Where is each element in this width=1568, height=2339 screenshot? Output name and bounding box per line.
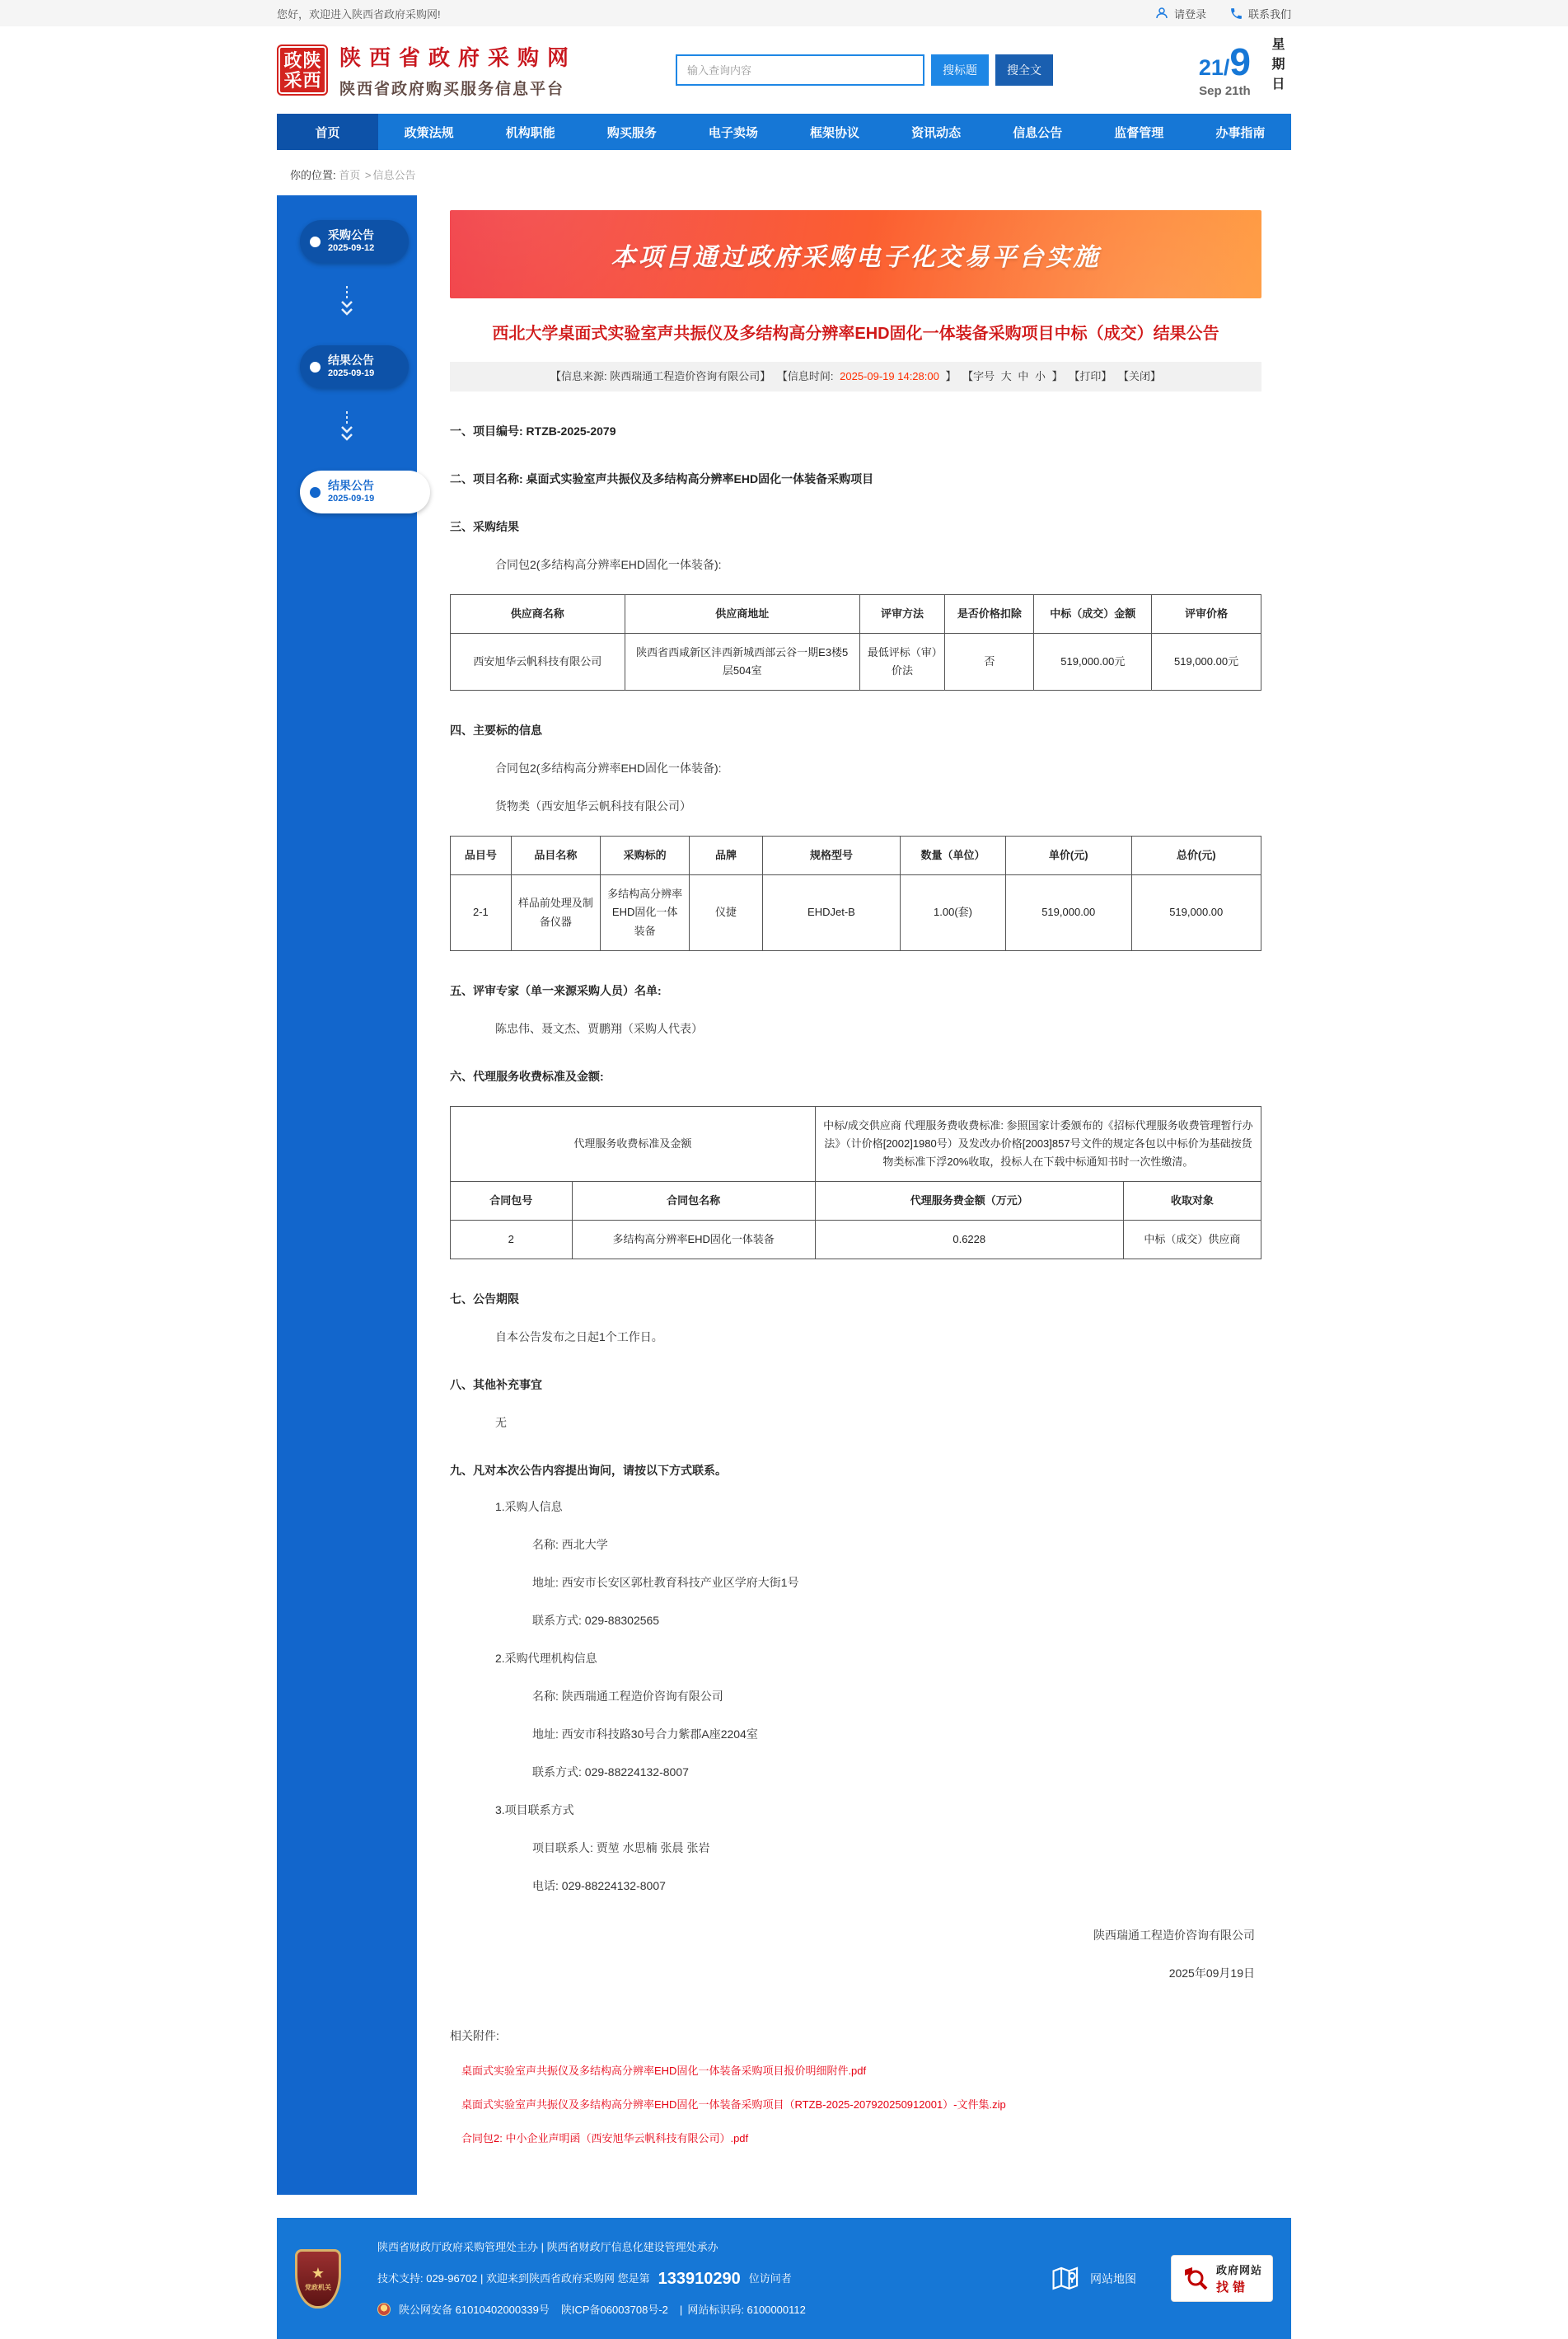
cell-package-no: 2 — [451, 1221, 573, 1259]
subject-items-table — [450, 836, 1261, 950]
procurement-result-table — [450, 594, 1261, 691]
fontsize-large-button[interactable]: 大 — [1000, 370, 1012, 382]
purchaser-info-title: 1.采购人信息 — [495, 1500, 563, 1514]
map-icon — [1051, 2263, 1082, 2294]
col-package-no: 合同包号 — [451, 1181, 573, 1220]
meta-source: 【信息来源: 陕西瑞通工程造价咨询有限公司】 — [550, 370, 771, 382]
col-review-price: 评审价格 — [1152, 595, 1261, 634]
nav-item-policies[interactable]: 政策法规 — [404, 125, 454, 140]
timeline-step-title: 结果公告 — [328, 479, 374, 493]
section-7-heading: 七、公告期限 — [450, 1292, 519, 1306]
col-model: 规格型号 — [762, 837, 900, 875]
footer-separator: | — [679, 2303, 683, 2316]
meta-fontsize-close: 】 — [1051, 370, 1063, 382]
cell-quantity: 1.00(套) — [901, 875, 1006, 950]
timeline-step-purchase-announcement[interactable] — [300, 220, 409, 263]
cell-model: EHDJet-B — [762, 875, 900, 950]
meta-time-label: 【信息时间: — [776, 370, 834, 382]
col-price-deduction: 是否价格扣除 — [945, 595, 1034, 634]
cell-review-price: 519,000.00元 — [1152, 634, 1261, 691]
col-item-name: 品目名称 — [511, 837, 600, 875]
welcome-text: 您好，欢迎进入陕西省政府采购网! — [277, 7, 441, 21]
breadcrumb-home-link[interactable]: 首页 — [339, 169, 361, 181]
col-brand: 品牌 — [690, 837, 763, 875]
section-6-heading: 六、代理服务收费标准及金额: — [450, 1069, 604, 1083]
login-label: 请登录 — [1173, 7, 1206, 21]
col-fee-payer: 收取对象 — [1123, 1181, 1261, 1220]
cell-fee-payer: 中标（成交）供应商 — [1123, 1221, 1261, 1259]
attachment-link-sme-declaration-pdf[interactable]: 合同包2: 中小企业声明函（西安旭华云帆科技有限公司）.pdf — [461, 2132, 749, 2145]
nav-item-functions[interactable]: 机构职能 — [505, 125, 555, 140]
arrow-down-icon — [340, 411, 353, 448]
nav-item-purchase-services[interactable]: 购买服务 — [606, 125, 657, 140]
fontsize-small-button[interactable]: 小 — [1035, 370, 1046, 382]
cell-package-name: 多结构高分辨率EHD固化一体装备 — [572, 1221, 815, 1259]
logo-char: 采 — [283, 70, 302, 91]
experts-list: 陈忠伟、聂文杰、贾鹏翔（采购人代表） — [495, 1021, 703, 1035]
footer-registration-line — [377, 2302, 1051, 2318]
section-3-package: 合同包2(多结构高分辨率EHD固化一体装备): — [495, 558, 722, 571]
section-2-heading: 二、项目名称: 桌面式实验室声共振仪及多结构高分辨率EHD固化一体装备采购项目 — [450, 472, 874, 485]
article-meta-bar — [450, 362, 1261, 391]
logo-char: 西 — [302, 70, 321, 91]
search-title-button[interactable]: 搜标题 — [931, 54, 989, 86]
cell-item-name: 样品前处理及制备仪器 — [511, 875, 600, 950]
attachments-title: 相关附件: — [450, 2029, 499, 2043]
timeline-dot — [310, 362, 321, 373]
public-security-badge-icon — [377, 2303, 391, 2316]
purchaser-address: 地址: 西安市长安区郭杜教育科技产业区学府大街1号 — [532, 1576, 799, 1590]
login-link[interactable] — [1154, 6, 1206, 21]
footer-support-line — [377, 2266, 1051, 2291]
purchaser-name: 名称: 西北大学 — [532, 1538, 608, 1552]
section-5-heading: 五、评审专家（单一来源采购人员）名单: — [450, 983, 662, 997]
col-item-no: 品目号 — [451, 837, 512, 875]
banner-text: 本项目通过政府采购电子化交易平台实施 — [611, 243, 1101, 271]
site-title: 陕西省政府采购网 — [339, 45, 578, 70]
cell-total-price: 519,000.00 — [1131, 875, 1261, 950]
agency-info-title: 2.采购代理机构信息 — [495, 1652, 597, 1666]
col-review-method: 评审方法 — [859, 595, 944, 634]
party-government-shield-icon — [295, 2249, 341, 2309]
nav-item-guide[interactable]: 办事指南 — [1215, 125, 1266, 140]
table-header-row — [451, 595, 1261, 634]
public-security-registration[interactable]: 陕公网安备 61010402000339号 — [399, 2303, 550, 2316]
timeline-dot — [310, 487, 321, 498]
error-badge-line2: 找错 — [1215, 2280, 1249, 2295]
section-8-heading: 八、其他补充事宜 — [450, 1378, 542, 1392]
section-3-heading: 三、采购结果 — [450, 520, 519, 533]
footer-visitors-suffix: 位访问者 — [748, 2271, 792, 2285]
contact-link[interactable] — [1229, 6, 1291, 21]
nav-item-home[interactable]: 首页 — [277, 114, 378, 150]
signature-date: 2025年09月19日 — [1168, 1966, 1255, 1980]
sitemap-label: 网站地图 — [1089, 2271, 1136, 2285]
col-award-amount: 中标（成交）金额 — [1034, 595, 1152, 634]
date-slash: / — [1223, 54, 1230, 80]
agency-fee-table — [450, 1106, 1261, 1259]
icp-registration: 陕ICP备06003708号-2 — [560, 2303, 668, 2316]
timeline-step-date: 2025-09-12 — [328, 242, 375, 253]
timeline-step-title: 采购公告 — [328, 228, 374, 242]
main-area — [277, 195, 1291, 2195]
date-widget — [1199, 37, 1291, 103]
cell-subject: 多结构高分辨率EHD固化一体装备 — [601, 875, 690, 950]
article-content — [417, 195, 1291, 2195]
site-brand[interactable] — [277, 41, 577, 99]
col-unit-price: 单价(元) — [1005, 837, 1131, 875]
search-fulltext-button[interactable]: 搜全文 — [995, 54, 1053, 86]
fontsize-medium-button[interactable]: 中 — [1018, 370, 1029, 382]
table-row — [451, 875, 1261, 950]
star-icon: ★ — [311, 2264, 325, 2281]
fee-standard-text: 中标/成交供应商 代理服务费收费标准: 参照国家计委颁布的《招标代理服务收费管理暂行办法》（计价格[2002]1980号）及发改办价格[2003]857号文件的规定各包以中标价为基础按货物类标准下浮20%收取，投标人在下载中标通知书时一次性缴清。 — [815, 1106, 1261, 1181]
contact-label: 联系我们 — [1247, 7, 1291, 21]
section-4-category: 货物类（西安旭华云帆科技有限公司） — [495, 799, 691, 813]
fee-standard-row — [451, 1106, 1261, 1181]
signature-company: 陕西瑞通工程造价咨询有限公司 — [1093, 1929, 1255, 1943]
shield-label: 党政机关 — [305, 2283, 331, 2291]
cell-award-amount: 519,000.00元 — [1034, 634, 1152, 691]
cell-review-method: 最低评标（审）价法 — [859, 634, 944, 691]
table-row — [451, 634, 1261, 691]
search-bar — [676, 54, 1053, 86]
section-1-heading: 一、项目编号: RTZB-2025-2079 — [450, 424, 616, 438]
project-phone: 电话: 029-88224132-8007 — [532, 1879, 666, 1893]
footer-support-text: 技术支持: 029-96702 | 欢迎来到陕西省政府采购网 您是第 — [377, 2271, 650, 2285]
table-header-row — [451, 837, 1261, 875]
meta-fontsize-label: 【字号 — [962, 370, 995, 382]
logo-char: 陕 — [302, 50, 321, 71]
timeline-dot — [310, 237, 321, 247]
footer-organizer-line: 陕西省财政厅政府采购管理处主办 | 陕西省财政厅信息化建设管理处承办 — [377, 2241, 718, 2254]
col-package-name: 合同包名称 — [572, 1181, 815, 1220]
gov-site-error-report-badge[interactable] — [1171, 2255, 1273, 2302]
close-button[interactable]: 【关闭】 — [1117, 370, 1161, 382]
col-total-price: 总价(元) — [1131, 837, 1261, 875]
cell-unit-price: 519,000.00 — [1005, 875, 1131, 950]
breadcrumb — [277, 150, 1291, 195]
table-row — [451, 1221, 1261, 1259]
user-icon — [1154, 6, 1169, 21]
cell-supplier-name: 西安旭华云帆科技有限公司 — [451, 634, 625, 691]
breadcrumb-current-link[interactable]: 信息公告 — [372, 169, 416, 181]
agency-name: 名称: 陕西瑞通工程造价咨询有限公司 — [532, 1690, 723, 1704]
cell-supplier-address: 陕西省西咸新区沣西新城西部云谷一期E3楼5层504室 — [625, 634, 859, 691]
project-contacts: 项目联系人: 贾堃 水思楠 张晨 张岩 — [532, 1841, 710, 1855]
section-4-heading: 四、主要标的信息 — [450, 724, 542, 738]
nav-item-supervision[interactable]: 监督管理 — [1114, 125, 1164, 140]
nav-item-news[interactable]: 资讯动态 — [911, 125, 962, 140]
timeline-step-result-announcement-1[interactable] — [300, 345, 409, 388]
timeline-step-result-announcement-2[interactable] — [300, 471, 430, 513]
supplementary-matters: 无 — [495, 1416, 507, 1430]
col-subject: 采购标的 — [601, 837, 690, 875]
project-contact-title: 3.项目联系方式 — [495, 1803, 574, 1817]
logo-char: 政 — [283, 50, 302, 71]
error-badge-line1: 政府网站 — [1215, 2264, 1262, 2277]
cell-item-no: 2-1 — [451, 875, 512, 950]
eplatform-banner — [450, 210, 1261, 298]
date-english: Sep 21th — [1199, 83, 1251, 98]
attachment-link-fileset-zip[interactable]: 桌面式实验室声共振仪及多结构高分辨率EHD固化一体装备采购项目（RTZB-2025-207920250912001）-文件集.zip — [461, 2098, 1006, 2112]
meta-time-close: 】 — [945, 370, 957, 382]
agency-address: 地址: 西安市科技路30号合力紫郡A座2204室 — [532, 1727, 758, 1741]
site-logo — [277, 45, 328, 96]
agency-phone: 联系方式: 029-88224132-8007 — [532, 1765, 689, 1779]
date-weekday: 星期日 — [1270, 37, 1284, 96]
cell-price-deduction: 否 — [945, 634, 1034, 691]
timeline-step-date: 2025-09-19 — [328, 493, 375, 504]
meta-time: 2025-09-19 14:28:00 — [840, 370, 939, 382]
site-subtitle: 陕西省政府购买服务信息平台 — [339, 81, 565, 98]
phone-icon — [1229, 7, 1243, 21]
nav-item-emall[interactable]: 电子卖场 — [708, 125, 758, 140]
topbar — [0, 0, 1568, 26]
timeline-sidebar — [277, 195, 417, 2195]
date-day: 21 — [1198, 54, 1224, 80]
purchaser-phone: 联系方式: 029-88302565 — [532, 1614, 660, 1628]
visitor-counter: 133910290 — [658, 2269, 741, 2288]
cell-brand: 仪捷 — [690, 875, 763, 950]
col-quantity: 数量（单位） — [901, 837, 1006, 875]
site-identification-code: 网站标识码: 6100000112 — [687, 2303, 806, 2316]
nav-item-framework[interactable]: 框架协议 — [810, 125, 860, 140]
col-fee-amount: 代理服务费金额（万元） — [815, 1181, 1123, 1220]
cell-fee-amount: 0.6228 — [815, 1221, 1123, 1259]
breadcrumb-label: 你的位置: — [290, 169, 336, 181]
timeline-step-title: 结果公告 — [328, 354, 374, 368]
col-supplier-name: 供应商名称 — [451, 595, 625, 634]
timeline-step-date: 2025-09-19 — [328, 368, 375, 378]
announcement-period: 自本公告发布之日起1个工作日。 — [495, 1330, 663, 1344]
footer — [0, 2218, 1568, 2339]
sitemap-link[interactable] — [1051, 2263, 1136, 2294]
main-nav — [277, 114, 1291, 150]
col-supplier-address: 供应商地址 — [625, 595, 859, 634]
print-button[interactable]: 【打印】 — [1069, 370, 1112, 382]
arrow-down-icon — [340, 286, 353, 322]
search-input[interactable] — [676, 54, 924, 86]
date-month: 9 — [1229, 40, 1251, 83]
nav-item-announcements[interactable]: 信息公告 — [1013, 125, 1063, 140]
announcement-title: 西北大学桌面式实验室声共振仪及多结构高分辨率EHD固化一体装备采购项目中标（成交）结果公告 — [492, 325, 1219, 343]
section-9-heading: 九、凡对本次公告内容提出询问，请按以下方式联系。 — [450, 1464, 727, 1478]
magnifier-icon — [1182, 2265, 1210, 2293]
fee-standard-label: 代理服务收费标准及金额 — [451, 1106, 816, 1181]
site-header — [0, 26, 1568, 114]
attachment-link-quotation-pdf[interactable]: 桌面式实验室声共振仪及多结构高分辨率EHD固化一体装备采购项目报价明细附件.pdf — [461, 2065, 867, 2078]
breadcrumb-separator: > — [364, 169, 372, 181]
section-4-package: 合同包2(多结构高分辨率EHD固化一体装备): — [495, 762, 722, 776]
table-header-row — [451, 1181, 1261, 1220]
